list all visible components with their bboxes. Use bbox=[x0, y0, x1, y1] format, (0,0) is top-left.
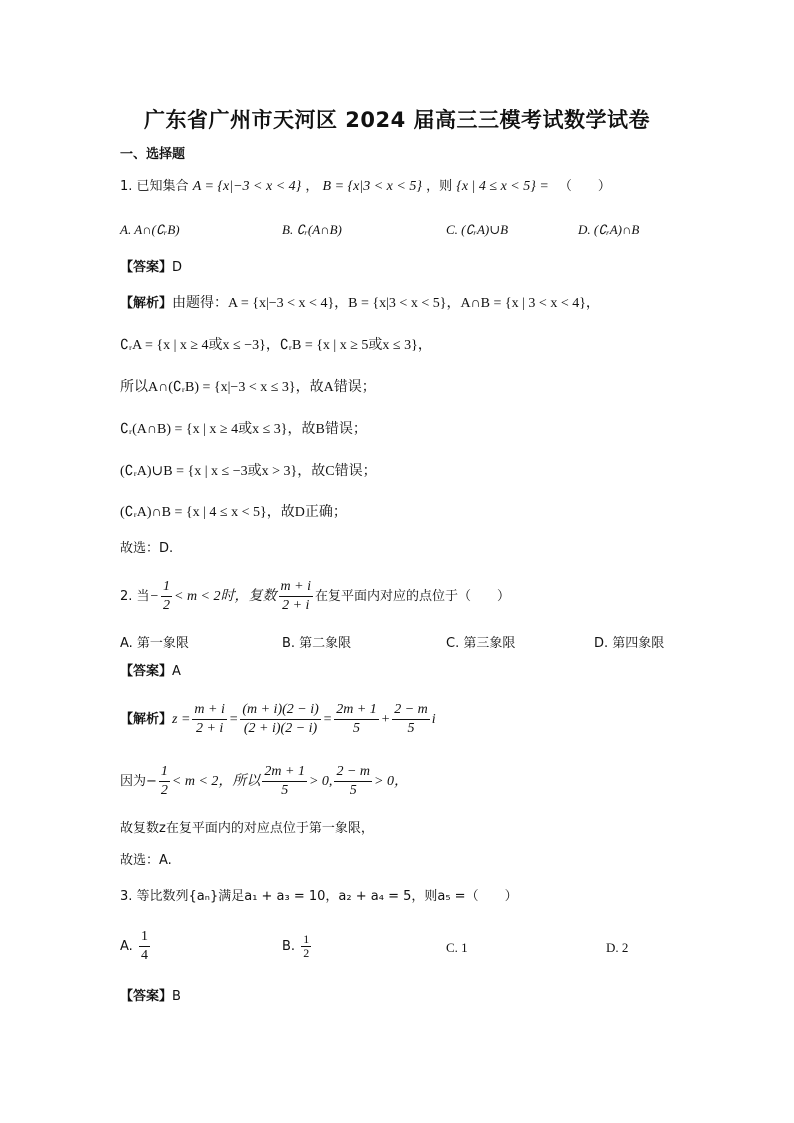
q2-because-gt-1: > 0, bbox=[308, 774, 333, 789]
q1-analysis-line-1 bbox=[120, 293, 600, 315]
q1-set-a: A = {x|−3 < x < 4} bbox=[192, 179, 302, 194]
q3-option-c: C. 1 bbox=[446, 940, 468, 955]
q2-choice: 故选：A. bbox=[120, 853, 172, 868]
q2-option-b: B. 第二象限 bbox=[282, 636, 352, 651]
q2-because-frac-2 bbox=[334, 763, 372, 800]
q2-calc-eq-1: = bbox=[228, 712, 239, 727]
q3-option-a-fraction bbox=[139, 928, 150, 965]
q3-answer-value: B bbox=[172, 989, 181, 1004]
q2-half-fraction bbox=[161, 578, 172, 615]
q2-calc-z: z = bbox=[172, 712, 191, 727]
q1-analysis-line-4: ∁ᵣ(A∩B) = {x | x ≥ 4或x ≤ 3}，故B错误； bbox=[120, 422, 367, 437]
q1-comma: ， bbox=[305, 179, 319, 194]
q3-option-b-den: 2 bbox=[303, 946, 310, 960]
q1-blank: （ ） bbox=[558, 179, 611, 194]
q1-option-b: B. ∁ᵣ(A∩B) bbox=[282, 222, 342, 237]
q2-option-c: C. 第三象限 bbox=[446, 636, 516, 651]
exam-title: 广东省广州市天河区 2024 届高三三模考试数学试卷 bbox=[143, 108, 651, 132]
q1-answer-label: 【答案】 bbox=[120, 260, 173, 275]
q1-option-a: A. A∩(∁ᵣB) bbox=[120, 222, 180, 237]
q2-because-frac-2-den: 5 bbox=[349, 783, 357, 798]
q1-answer bbox=[120, 257, 182, 279]
q2-because-mid: < m < 2，所以 bbox=[171, 774, 261, 789]
q2-calc-frac-2-den: (2 + i)(2 − i) bbox=[243, 721, 318, 736]
q2-calc-frac-3 bbox=[334, 701, 379, 738]
q1-analysis-line-2: ∁ᵣA = {x | x ≥ 4或x ≤ −3}，∁ᵣB = {x | x ≥ 5或x ≤ 3}， bbox=[120, 338, 432, 353]
q1-analysis-label: 【解析】 bbox=[120, 296, 173, 311]
q2-because-prefix: 因为− bbox=[120, 774, 157, 789]
q3-answer bbox=[120, 986, 181, 1008]
q2-analysis-label: 【解析】 bbox=[120, 712, 173, 727]
q2-answer-value: A bbox=[172, 664, 181, 679]
q1-analysis-line-5: (∁ᵣA)∪B = {x | x ≤ −3或x > 3}，故C错误； bbox=[120, 464, 377, 479]
q2-calc-plus: + bbox=[380, 712, 391, 727]
q1-set-b: B = {x|3 < x < 5} bbox=[322, 179, 422, 194]
q1-stem bbox=[120, 176, 611, 198]
q2-calc-frac-3-den: 5 bbox=[353, 721, 360, 736]
q2-answer bbox=[120, 661, 181, 683]
q3-stem: 3. 等比数列{aₙ}满足a₁ + a₃ = 10，a₂ + a₄ = 5，则a₅ =（ ） bbox=[120, 889, 518, 904]
q2-z-num: m + i bbox=[279, 578, 313, 597]
q3-option-a-label: A. bbox=[120, 939, 133, 954]
q2-calc-eq-2: = bbox=[322, 712, 333, 727]
q3-option-a bbox=[120, 928, 152, 965]
q2-z-den: 2 + i bbox=[282, 598, 310, 613]
q2-stem-rest: 在复平面内对应的点位于（ ） bbox=[314, 589, 510, 604]
q3-option-a-den: 4 bbox=[140, 948, 148, 963]
q2-because-frac-1 bbox=[262, 763, 307, 800]
q2-z-fraction bbox=[279, 578, 313, 615]
q2-calc-frac-2-num: (m + i)(2 − i) bbox=[240, 701, 320, 720]
q2-calc-frac-4-num: 2 − m bbox=[392, 701, 430, 720]
q1-analysis-text-1: 由题得：A = {x|−3 < x < 4}，B = {x|3 < x < 5}，A∩B = {x | 3 < x < 4}， bbox=[172, 296, 600, 311]
q3-answer-label: 【答案】 bbox=[120, 989, 173, 1004]
q1-target-set: {x | 4 ≤ x < 5} = bbox=[456, 179, 549, 194]
q1-analysis-line-6: (∁ᵣA)∩B = {x | 4 ≤ x < 5}，故D正确； bbox=[120, 505, 347, 520]
q1-analysis-line-3: 所以A∩(∁ᵣB) = {x|−3 < x ≤ 3}，故A错误； bbox=[120, 380, 376, 395]
q3-option-b-fraction bbox=[301, 933, 311, 960]
q2-because-gt-2: > 0， bbox=[374, 774, 408, 789]
q2-calc-frac-3-num: 2m + 1 bbox=[334, 701, 379, 720]
section-heading: 一、选择题 bbox=[120, 147, 186, 162]
q3-option-a-num: 1 bbox=[139, 928, 150, 947]
q2-half-num: 1 bbox=[161, 578, 172, 597]
q2-calc-frac-1 bbox=[192, 701, 226, 738]
q2-calc-frac-4-den: 5 bbox=[407, 721, 415, 736]
q2-calc-frac-1-num: m + i bbox=[192, 701, 226, 720]
q1-option-c: C. (∁ᵣA)∪B bbox=[446, 222, 509, 237]
q2-cond-rest: < m < 2时，复数 bbox=[174, 589, 277, 604]
q2-neg: − bbox=[149, 589, 159, 604]
q1-answer-value: D bbox=[172, 260, 183, 275]
q2-because-frac-1-num: 2m + 1 bbox=[262, 763, 307, 782]
q2-analysis-because bbox=[120, 762, 408, 802]
q2-because-frac-1-den: 5 bbox=[281, 783, 289, 798]
q2-answer-label: 【答案】 bbox=[120, 664, 173, 679]
q2-because-frac-2-num: 2 − m bbox=[334, 763, 372, 782]
q2-analysis-calc bbox=[120, 700, 436, 740]
q1-prefix: 1. 已知集合 bbox=[120, 179, 189, 194]
q1-then: ，则 bbox=[426, 179, 453, 194]
q2-because-half-den: 2 bbox=[160, 783, 168, 798]
q2-stem bbox=[120, 578, 510, 615]
q2-option-a: A. 第一象限 bbox=[120, 636, 189, 651]
q3-option-b-num: 1 bbox=[303, 932, 310, 946]
q2-calc-i: i bbox=[431, 712, 436, 727]
q2-num: 2. 当 bbox=[120, 589, 150, 604]
q1-option-d: D. (∁ᵣA)∩B bbox=[578, 222, 640, 237]
q2-calc-frac-1-den: 2 + i bbox=[195, 721, 224, 736]
q1-choice: 故选：D. bbox=[120, 541, 174, 556]
q2-because-half bbox=[159, 763, 170, 800]
q2-because-half-num: 1 bbox=[159, 763, 170, 782]
q2-option-d: D. 第四象限 bbox=[594, 636, 665, 651]
q3-option-b-label: B. bbox=[282, 939, 296, 954]
q2-half-den: 2 bbox=[163, 598, 170, 613]
q2-calc-frac-2 bbox=[240, 701, 320, 738]
q3-option-d: D. 2 bbox=[606, 940, 629, 955]
q2-calc-frac-4 bbox=[392, 701, 430, 738]
q3-option-b bbox=[282, 932, 313, 962]
q2-conclusion: 故复数z在复平面内的对应点位于第一象限， bbox=[120, 821, 374, 836]
